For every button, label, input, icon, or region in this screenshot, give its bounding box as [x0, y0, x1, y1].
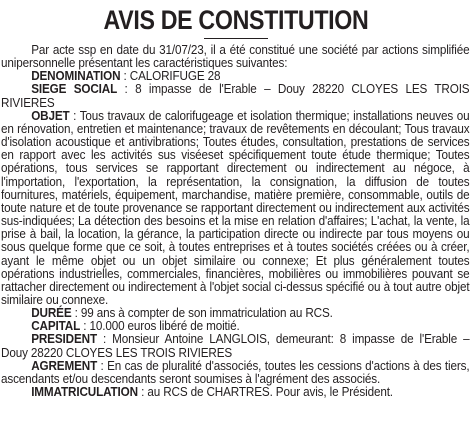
field-label: IMMATRICULATION — [31, 384, 138, 400]
notice-title: AVIS DE CONSTITUTION — [103, 5, 369, 35]
field-value: : 99 ans à compter de son immatriculation au RCS. — [71, 305, 333, 321]
field-label: DURÉE — [31, 305, 72, 321]
field-label: OBJET — [31, 107, 70, 123]
field-agrement — [1, 359, 469, 385]
field-value: : au RCS de CHARTRES. Pour avis, le Président. — [137, 384, 393, 400]
field-president — [1, 332, 469, 358]
title-underline — [204, 38, 268, 39]
field-label: DENOMINATION — [31, 68, 121, 84]
notice-body — [1, 43, 469, 398]
field-label: PRESIDENT — [31, 331, 97, 347]
field-siege-social — [1, 82, 469, 108]
field-label: AGREMENT — [31, 357, 98, 373]
field-value: : Tous travaux de calorifugeage et isolation thermique; installations neuves ou en rénovation, entretien et maintenance; travaux de revêtements en découlant; Tous travaux d'isolation acoustique et antivibrations; Toutes études, consultation, prestations de services en rapport avec les activités sus viséeset spécifiquement toute étude thermique; Toutes opérations, tous services se rapportant directement ou indirectement au négoce, à l'importation, l'exportation, la représentation, la consignation, la diffusion de toutes fournitures, matériels, équipement, marchandise, matière première, consommable, outils de toute nature et de toute provenance se rapportant directement ou indirectement aux activités sus-indiquées; La détection des besoins et la mise en relation d'affaires; L'achat, la vente, la prise à bail, la location, la gérance, la participation directe ou indirecte par tous moyens ou sous quelque forme que ce soit, à toutes entreprises et à toutes sociétés créées ou à créer, ayant le même objet ou un objet similaire ou connexe; Et plus généralement toutes opérations industrielles, commerciales, financières, mobilières ou immobilières pouvant se rattacher directement ou indirectement à l'objet social ci-dessus spécifié ou à tout autre objet similaire ou connexe. — [1, 107, 470, 307]
field-value: : 10.000 euros libéré de moitié. — [80, 318, 240, 334]
field-value: : En cas de pluralité d'associés, toutes les cessions d'actions à des tiers, ascendants et/ou descendants seront soumises à l'agrément des associés. — [1, 357, 470, 386]
field-value: : Monsieur Antoine LANGLOIS, demeurant: 8 impasse de l'Erable – Douy 28220 CLOYES LES TROIS RIVIERES — [1, 331, 470, 360]
field-immatriculation — [1, 385, 469, 398]
field-value: : 8 impasse de l'Erable – Douy 28220 CLOYES LES TROIS RIVIERES — [1, 81, 470, 110]
field-label: SIEGE SOCIAL — [31, 81, 118, 97]
field-label: CAPITAL — [31, 318, 81, 334]
field-value: : CALORIFUGE 28 — [120, 68, 221, 84]
field-objet — [1, 109, 469, 306]
intro-paragraph: Par acte ssp en date du 31/07/23, il a été constitué une société par actions simplifiée unipersonnelle présentant les caractéristiques suivantes: — [1, 42, 470, 71]
